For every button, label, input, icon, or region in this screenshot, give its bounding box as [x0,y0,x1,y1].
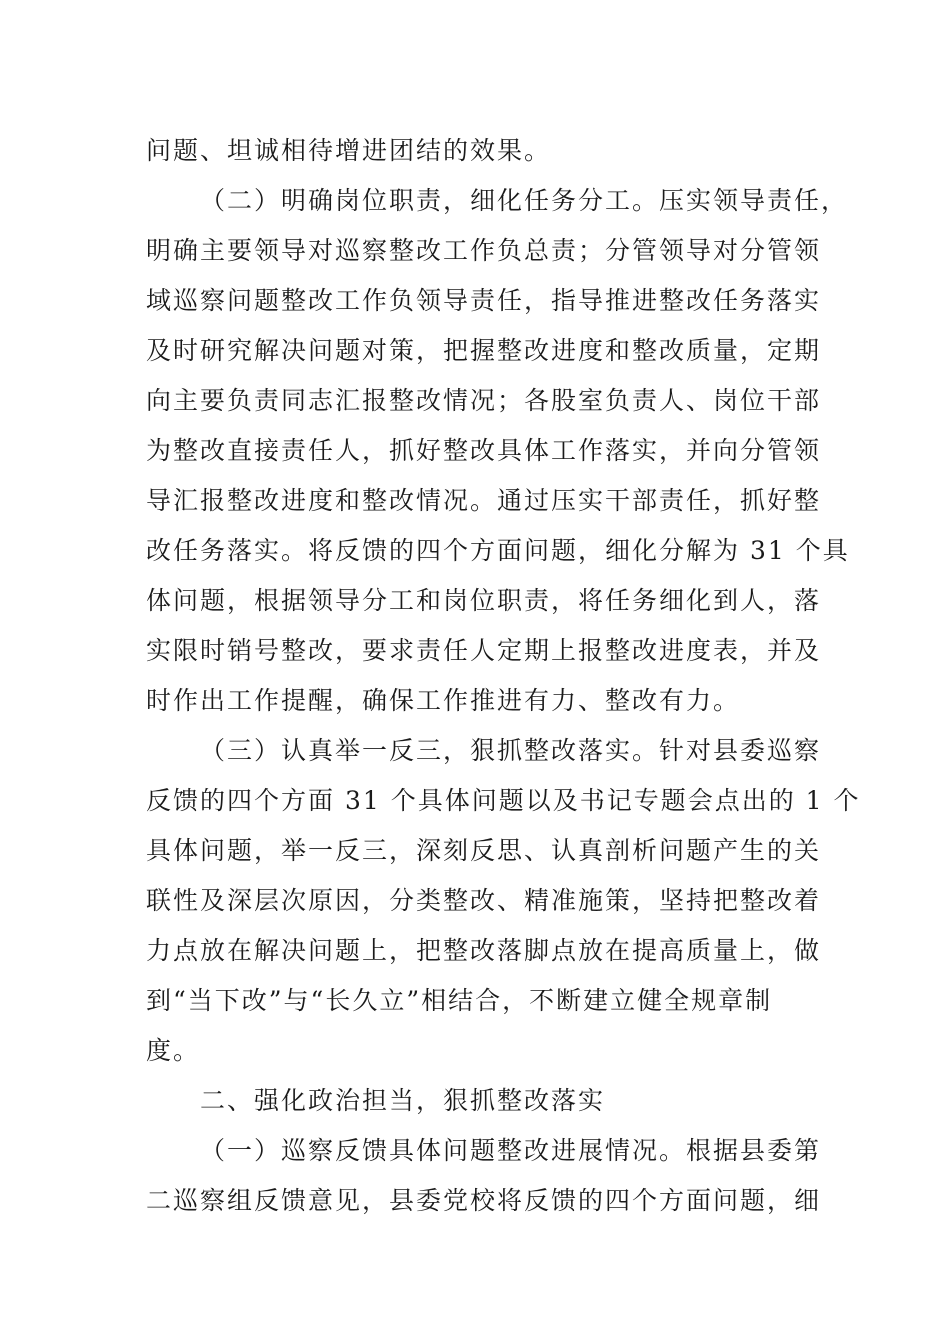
text-line: 为整改直接责任人，抓好整改具体工作落实，并向分管领 [146,436,822,465]
text-line: 明确主要领导对巡察整改工作负总责；分管领导对分管领 [146,236,822,265]
text-line: 体问题，根据领导分工和岗位职责，将任务细化到人，落 [146,586,822,615]
paragraph-heading-1: （一）巡察反馈具体问题整改进展情况。根据县委第 [200,1136,822,1165]
text-line: 反馈的四个方面 31 个具体问题以及书记专题会点出的 1 个 [146,786,861,815]
paragraph-heading-2: （二）明确岗位职责，细化任务分工。压实领导责任， [200,186,849,215]
text-line: 到“当下改”与“长久立”相结合，不断建立健全规章制 [146,986,773,1015]
text-line: 域巡察问题整改工作负领导责任，指导推进整改任务落实 [146,286,822,315]
text-line: 力点放在解决问题上，把整改落脚点放在提高质量上，做 [146,936,822,965]
text-line: 实限时销号整改，要求责任人定期上报整改进度表，并及 [146,636,822,665]
text-line: 向主要负责同志汇报整改情况；各股室负责人、岗位干部 [146,386,822,415]
paragraph-heading-3: （三）认真举一反三，狠抓整改落实。针对县委巡察 [200,736,822,765]
text-line: 及时研究解决问题对策，把握整改进度和整改质量，定期 [146,336,822,365]
text-line: 具体问题，举一反三，深刻反思、认真剖析问题产生的关 [146,836,822,865]
text-line: 问题、坦诚相待增进团结的效果。 [146,136,552,165]
text-line: 时作出工作提醒，确保工作推进有力、整改有力。 [146,686,741,715]
text-line: 改任务落实。将反馈的四个方面问题，细化分解为 31 个具 [146,536,850,565]
text-line: 联性及深层次原因，分类整改、精准施策，坚持把整改着 [146,886,822,915]
text-line: 导汇报整改进度和整改情况。通过压实干部责任，抓好整 [146,486,822,515]
section-heading: 二、强化政治担当，狠抓整改落实 [200,1086,606,1115]
text-line: 二巡察组反馈意见，县委党校将反馈的四个方面问题，细 [146,1186,822,1215]
text-line: 度。 [146,1036,201,1065]
document-body [146,126,861,1226]
